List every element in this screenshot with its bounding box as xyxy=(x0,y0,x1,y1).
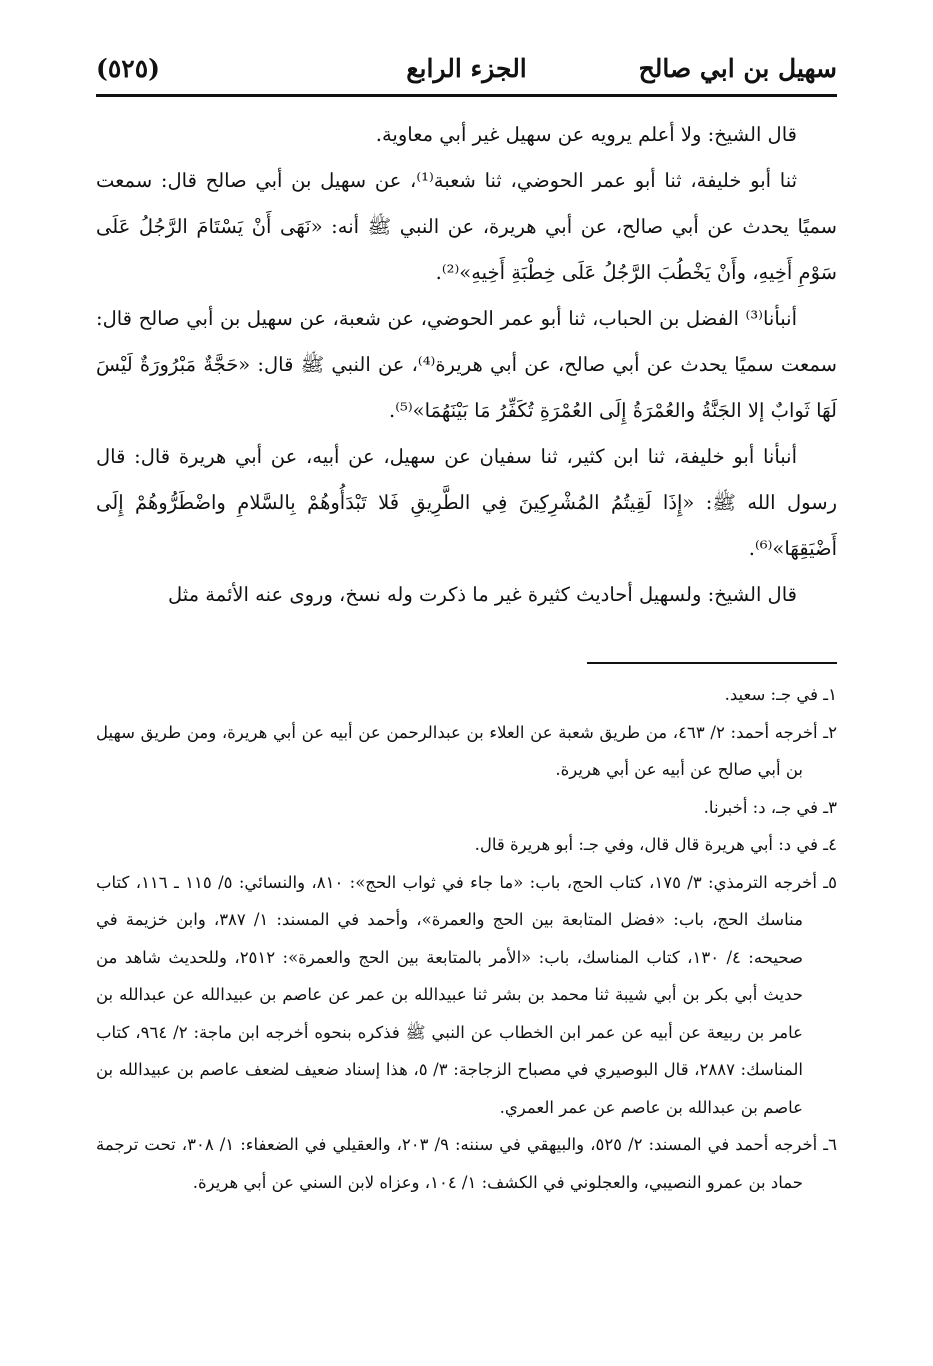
paragraph: قال الشيخ: ولسهيل أحاديث كثيرة غير ما ذكرت وله نسخ، وروى عنه الأئمة مثل xyxy=(167,583,797,606)
paragraph: قال الشيخ: ولا أعلم يرويه عن سهيل غير أبي معاوية. xyxy=(375,123,797,146)
running-title: سهيل بن ابي صالح xyxy=(638,53,837,83)
footnote: ٣ـ في جـ، د: أخبرنا. xyxy=(703,797,837,817)
paragraph: ثنا أبو خليفة، ثنا أبو عمر الحوضي، ثنا شعبة⁽¹⁾، عن سهيل بن أبي صالح قال: سمعت سميًا يحدث عن أبي صالح، عن أبي هريرة، عن النبي ﷺ أنه: «نَهَى أَنْ يَسْتَامَ الرَّجُلُ عَلَى سَوْمِ أَخِيهِ، وأَنْ يَخْطُبَ الرَّجُلُ عَلَى خِطْبَةِ أَخِيهِ»⁽²⁾. xyxy=(96,169,837,284)
part-title: الجزء الرابع xyxy=(406,53,527,83)
footnote: ٦ـ أخرجه أحمد في المسند: ٢/ ٥٢٥، والبيهقي في سننه: ٩/ ٢٠٣، والعقيلي في الضعفاء: ١/ ٣٠٨، تحت ترجمة حماد بن عمرو النصيبي، والعجلوني في الكشف: ١/ ١٠٤، وعزاه لابن السني عن أبي هريرة. xyxy=(96,1135,837,1192)
footnote: ٢ـ أخرجه أحمد: ٢/ ٤٦٣، من طريق شعبة عن العلاء بن عبدالرحمن عن أبيه عن أبي هريرة، ومن طريق سهيل بن أبي صالح عن أبيه عن أبي هريرة. xyxy=(96,722,838,779)
footnote: ١ـ في جـ: سعيد. xyxy=(724,685,837,704)
page-number: (٥٢٥) xyxy=(96,53,160,83)
paragraph: أنبأنا⁽³⁾ الفضل بن الحباب، ثنا أبو عمر الحوضي، عن شعبة، عن سهيل بن أبي صالح قال: سمعت سميًا يحدث عن أبي صالح، عن أبي هريرة⁽⁴⁾، عن النبي ﷺ قال: «حَجَّةٌ مَبْرُورَةٌ لَيْسَ لَهَا ثَوابٌ إلا الجَنَّةُ والعُمْرَةُ إِلَى العُمْرَةِ تُكَفِّرُ مَا بَيْنَهُمَا»⁽⁵⁾. xyxy=(96,307,837,422)
footnote-separator xyxy=(587,662,837,664)
main-text xyxy=(96,112,837,618)
footnote: ٥ـ أخرجه الترمذي: ٣/ ١٧٥، كتاب الحج، باب: «ما جاء في ثواب الحج»: ٨١٠، والنسائي: ٥/ ١١٥ ـ ١١٦، كتاب مناسك الحج، باب: «فضل المتابعة بين الحج والعمرة»، وأحمد في المسند: ١/ ٣٨٧، وابن خزيمة في صحيحه: ٤/ ١٣٠، كتاب المناسك، باب: «الأمر بالمتابعة بين الحج والعمرة»: ٢٥١٢، وللحديث شاهد من حديث أبي بكر بن أبي شيبة ثنا محمد بن بشر ثنا عبيدالله بن عمر عن عاصم بن عبيدالله عن عبدالله بن عامر بن ربيعة عن أبيه عن عمر ابن الخطاب عن النبي ﷺ فذكره بنحوه أخرجه ابن ماجة: ٢/ ٩٦٤، كتاب المناسك: ٢٨٨٧، قال البوصيري في مصباح الزجاجة: ٣/ ٥، هذا إسناد ضعيف لضعف عاصم بن عبيدالله بن عاصم بن عبدالله بن عاصم عن عمر العمري. xyxy=(96,872,838,1117)
footnotes xyxy=(96,676,837,1201)
footnote: ٤ـ في د: أبي هريرة قال قال، وفي جـ: أبو هريرة قال. xyxy=(474,835,837,854)
page-header xyxy=(96,42,837,97)
paragraph: أنبأنا أبو خليفة، ثنا ابن كثير، ثنا سفيان عن سهيل، عن أبيه، عن أبي هريرة قال: قال رسول الله ﷺ: «إِذَا لَقِيتُمُ المُشْرِكِينَ فِي الطَّرِيقِ فَلا تَبْدَأُوهُمْ بِالسَّلامِ واضْطَرُّوهُمْ إِلَى أَضْيَقِهَا»⁽⁶⁾. xyxy=(96,445,837,560)
